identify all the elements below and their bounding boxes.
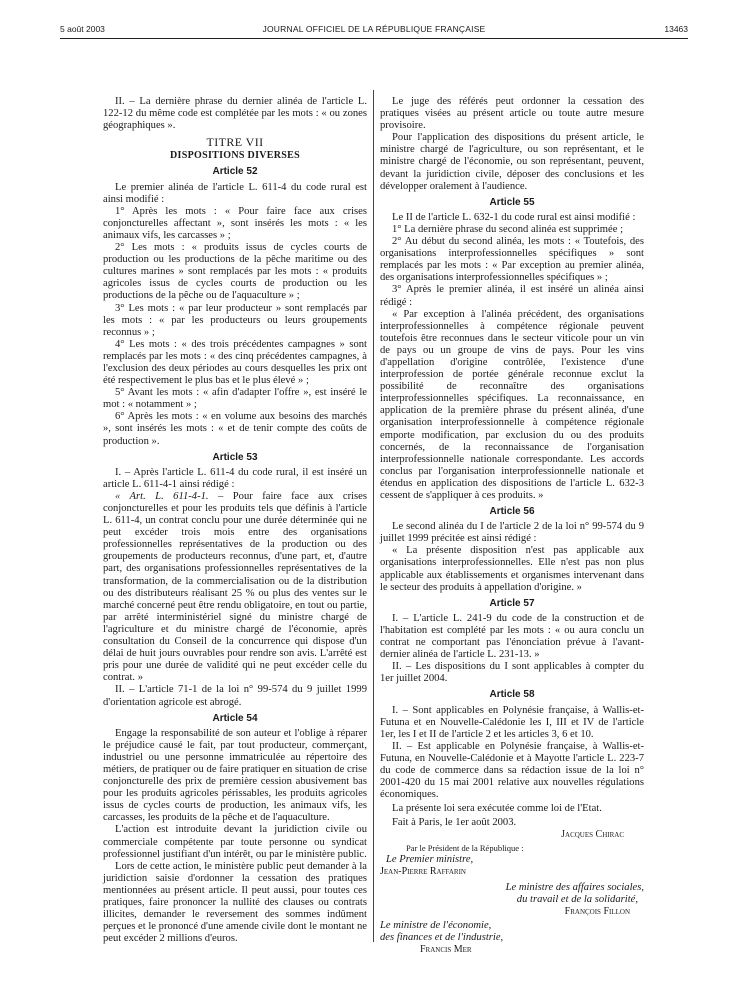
paragraph: 5° Avant les mots : « afin d'adapter l'offre », est inséré le mot : « notamment » ; [103, 387, 367, 411]
paragraph: Pour l'application des dispositions du présent article, le ministre chargé de l'agriculture, ou son représentant, et le ministre chargé de l'économie, ou son représentant, peuvent, devant la juridiction civile, déposer des conclusions et les développer oralement à l'audience. [380, 132, 644, 192]
paragraph: II. – Les dispositions du I sont applicables à compter du 1er juillet 2004. [380, 661, 644, 685]
header-page-number: 13463 [664, 24, 688, 34]
paragraph: Fait à Paris, le 1er août 2003. [392, 817, 517, 829]
titre-heading: TITRE VII [206, 135, 264, 150]
left-column [103, 96, 367, 945]
paragraph: I. – Sont applicables en Polynésie française, à Wallis-et-Futuna et en Nouvelle-Calédonie les I, III et IV de l'article 1er, les I et II de l'article 2 et les articles 3, 6 et 10. [380, 704, 644, 740]
paragraph: L'action est introduite devant la juridiction civile ou commerciale compétente par toute personne ou syndicat professionnel justifiant d'un intérêt, ou par le ministère public. [103, 824, 367, 860]
article-58-heading: Article 58 [489, 689, 535, 701]
paragraph [103, 491, 367, 685]
president-signature: Jacques Chirac [561, 829, 624, 841]
article-53-heading: Article 53 [212, 451, 258, 463]
header-date: 5 août 2003 [60, 24, 105, 34]
page-header [60, 24, 688, 38]
paragraph: 6° Après les mots : « en volume aux besoins des marchés », sont insérés les mots : « et de tenir compte des coûts de production ». [103, 411, 367, 447]
paragraph: Le premier alinéa de l'article L. 611-4 du code rural est ainsi modifié : [103, 181, 367, 205]
paragraph: « La présente disposition n'est pas applicable aux organisations interprofessionnelles. Elle n'est pas non plus applicable aux établissements et organismes intervenant dans le secteur des produits à appellation d'origine. » [380, 545, 644, 593]
ministre-eco-name: Francis Mer [420, 944, 472, 956]
ministre-social-title-1: Le ministre des affaires sociales, [505, 881, 644, 893]
par-le-president: Par le Président de la République : [406, 842, 524, 853]
paragraph: 3° Les mots : « par leur producteur » sont remplacés par les mots : « par les producteurs ou leurs groupements reconnus » ; [103, 302, 367, 338]
paragraph: La présente loi sera exécutée comme loi de l'Etat. [392, 803, 602, 815]
ministre-social-name: François Fillon [564, 906, 630, 917]
paragraph: 3° Après le premier alinéa, il est inséré un alinéa ainsi rédigé : [380, 284, 644, 308]
article-56-heading: Article 56 [489, 506, 535, 518]
paragraph: 2° Les mots : « produits issus de cycles courts de production ou les productions de la pêche maritime ou des cultures marines » sont remplacés par les mots : « produits agricoles issus de cycles courts de production ou les productions de la pêche ou de l'aquaculture » ; [103, 242, 367, 302]
dispositions-heading: DISPOSITIONS DIVERSES [170, 150, 300, 162]
paragraph: « Par exception à l'alinéa précédent, des organisations interprofessionnelles à compétence régionale peuvent toutefois être reconnues dans le secteur viticole pour un vin de pays ou un groupe de vins de pays. Pour les vins d'appellation d'origine contrôlée, l'existence d'une interprofession de portée générale reconnue exclut la possibilité de reconnaître des organisations interprofessionnelles spécifiques. La reconnaissance, en application de la première phrase du présent alinéa, d'une organisation interprofessionnelle à compétence régionale emporte modification, par exclusion du ou des produits concernés, de la reconnaissance de l'organisation interprofessionnelle nationale correspondante. Les accords conclus par l'organisation interprofessionnelle nationale et étendus en application des dispositions de l'article L. 632-3 cessent de s'appliquer à ces produits. » [380, 308, 644, 501]
paragraph: 1° La dernière phrase du second alinéa est supprimée ; [392, 223, 624, 235]
article-52-heading: Article 52 [212, 166, 258, 178]
paragraph: Lors de cette action, le ministère public peut demander à la juridiction saisie d'ordonner la cessation des pratiques mentionnées au présent article. Il peut aussi, pour toutes ces pratiques, faire prononcer la nullité des clauses ou contrats illicites, demander le reversement des sommes indûment perçues et le prononcé d'une amende civile dont le montant ne peut excéder 2 millions d'euros. [103, 860, 367, 945]
paragraph-text: – Pour faire face aux crises conjoncturelles et pour les produits tels que définis à l'article L. 611-4, un contrat conclu pour une durée déterminée qui ne peut excéder trois mois entre des organisations professionnelles représentatives de la production ou des groupements de producteurs reconnus, d'une part, et, d'autre part, des organisations professionnelles représentatives de la transformation, de la commercialisation ou de la distribution ou des distributeurs réalisant 25 % ou plus des ventes sur le marché concerné peut être rendu obligatoire, en tout ou partie, par arrêté interministériel signé du ministre chargé de l'agriculture et du ministre chargé de l'économie, après consultation du Conseil de la concurrence qui dispose d'un délai de huit jours ouvrables pour rendre son avis. L'arrêté est pris pour une durée de validité qui ne peut excéder celle du contrat. » [103, 490, 368, 684]
paragraph: Le second alinéa du I de l'article 2 de la loi n° 99-574 du 9 juillet 1999 précitée est ainsi rédigé : [380, 521, 644, 545]
premier-ministre-name: Jean-Pierre Raffarin [380, 865, 466, 877]
ministre-eco-title-1: Le ministre de l'économie, [380, 920, 492, 932]
header-rule [60, 38, 688, 39]
paragraph: Le II de l'article L. 632-1 du code rural est ainsi modifié : [392, 211, 636, 223]
right-column [380, 96, 644, 956]
article-57-heading: Article 57 [489, 597, 535, 609]
article-reference: « Art. L. 611-4-1. [115, 490, 209, 502]
paragraph: Engage la responsabilité de son auteur et l'oblige à réparer le préjudice causé le fait, par tout producteur, commerçant, industriel ou une personne immatriculée au répertoire des métiers, de pratiquer ou de faire pratiquer en situation de crise conjoncturelle des prix de première cession abusivement bas pour les produits agricoles périssables, les produits agricoles issus de cycles courts de production, les animaux vifs, les carcasses, les produits de la pêche et de l'aquaculture. [103, 727, 367, 824]
article-55-heading: Article 55 [489, 196, 535, 208]
header-journal-title: JOURNAL OFFICIEL DE LA RÉPUBLIQUE FRANÇAISE [262, 24, 486, 34]
paragraph: 2° Au début du second alinéa, les mots : « Toutefois, des organisations interprofessionnelles spécifiques » sont remplacés par les mots : « Par exception au premier alinéa, des organisations interprofessionnelles spécifiques » ; [380, 236, 644, 284]
paragraph: I. – L'article L. 241-9 du code de la construction et de l'habitation est complété par les mots : « ou aura conclu un contrat ne comportant pas l'énonciation prévue à l'avant-dernier alinéa de l'article L. 231-13. » [380, 612, 644, 661]
article-54-heading: Article 54 [212, 712, 258, 724]
paragraph: 4° Les mots : « des trois précédentes campagnes » sont remplacés par les mots : « des cinq précédentes campagnes, à l'exclusion des deux périodes au cours desquelles les prix ont été respectivement le plus bas et le plus élevé » ; [103, 338, 367, 387]
paragraph: 1° Après les mots : « Pour faire face aux crises conjoncturelles affectant », sont insérés les mots : « les animaux vifs, les carcasses » ; [103, 205, 367, 241]
ministre-eco-title-2: des finances et de l'industrie, [380, 932, 504, 944]
paragraph: Le juge des référés peut ordonner la cessation des pratiques visées au présent article ou toute autre mesure provisoire. [380, 96, 644, 132]
paragraph: II. – L'article 71-1 de la loi n° 99-574 du 9 juillet 1999 d'orientation agricole est abrogé. [103, 684, 367, 708]
premier-ministre-title: Le Premier ministre, [386, 853, 474, 865]
column-separator [373, 90, 374, 942]
paragraph: I. – Après l'article L. 611-4 du code rural, il est inséré un article L. 611-4-1 ainsi rédigé : [103, 466, 367, 490]
paragraph: II. – La dernière phrase du dernier alinéa de l'article L. 122-12 du même code est complétée par les mots : « ou zones géographiques ». [103, 96, 367, 132]
ministre-social-title-2: du travail et de la solidarité, [516, 893, 638, 905]
paragraph: II. – Est applicable en Polynésie française, à Wallis-et-Futuna, en Nouvelle-Calédonie et à Mayotte l'article L. 223-7 du code de commerce dans sa rédaction issue de la loi n° 2001-420 du 15 mai 2001 relative aux nouvelles régulations économiques. [380, 740, 644, 801]
